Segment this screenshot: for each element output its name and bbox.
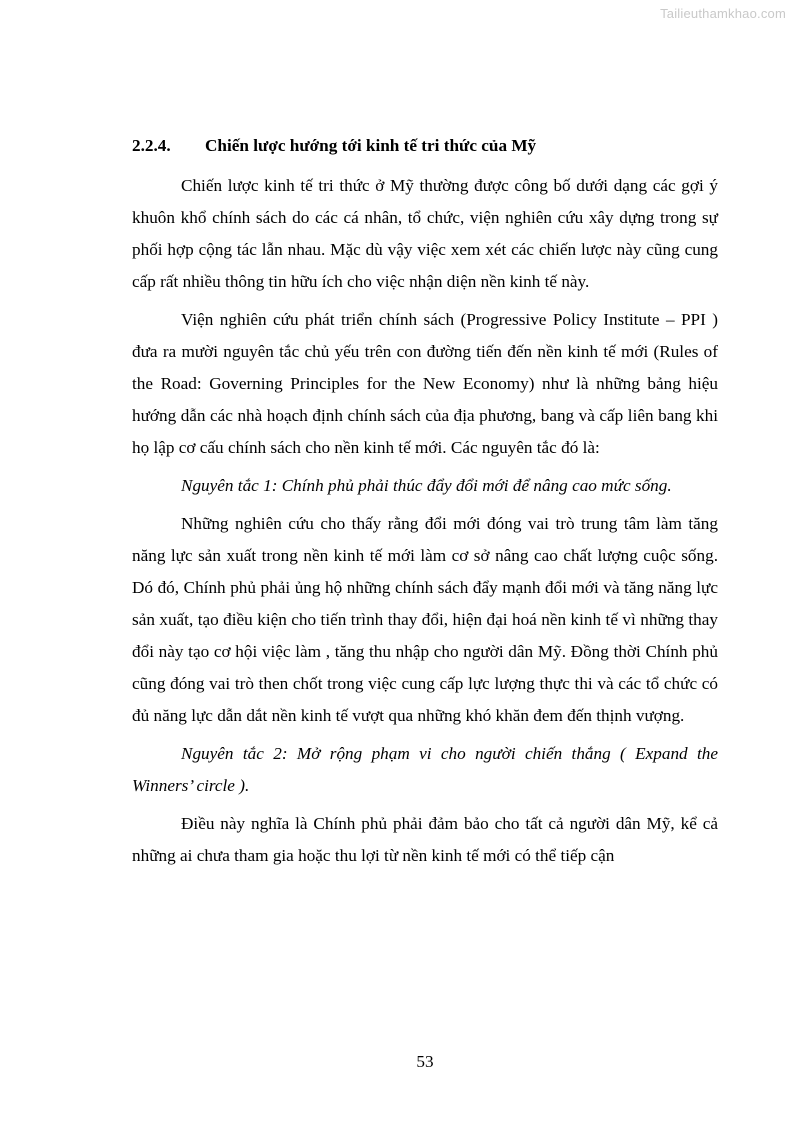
page-number: 53 [416,1052,434,1071]
section-number: 2.2.4. [132,136,171,155]
paragraph-intro: Chiến lược kinh tế tri thức ở Mỹ thường được công bố dưới dạng các gợi ý khuôn khổ chính sách do các cá nhân, tổ chức, viện nghiên cứu xây dựng trong sự phối hợp cộng tác lẫn nhau. Mặc dù vậy việc xem xét các chiến lược này cũng cung cấp rất nhiều thông tin hữu ích cho việc nhận diện nền kinh tế này. [132,176,718,291]
paragraph-ppi: Viện nghiên cứu phát triển chính sách (Progressive Policy Institute – PPI ) đưa ra mười nguyên tắc chủ yếu trên con đường tiến đến nền kinh tế mới (Rules of the Road: Governing Principles for the New Economy) như là những bảng hiệu hướng dẫn các nhà hoạch định chính sách của địa phương, bang và cấp liên bang khi họ lập cơ cấu chính sách cho nền kinh tế mới. Các nguyên tắc đó là: [132,310,718,457]
principle-2-title: Nguyên tắc 2: Mở rộng phạm vi cho người chiến thắng ( Expand the Winners’ circle ). [132,744,718,795]
paragraph-principle-1: Những nghiên cứu cho thấy rằng đổi mới đóng vai trò trung tâm làm tăng năng lực sản xuất trong nền kinh tế mới làm cơ sở nâng cao chất lượng cuộc sống. Dó đó, Chính phủ phải ủng hộ những chính sách đẩy mạnh đổi mới và tăng năng lực sản xuất, tạo điều kiện cho tiến trình thay đổi, hiện đại hoá nền kinh tế vì những thay đổi này tạo cơ hội việc làm , tăng thu nhập cho người dân Mỹ. Đồng thời Chính phủ cũng đóng vai trò then chốt trong việc cung cấp lực lượng thực thi và các tổ chức có đủ năng lực dẫn dắt nền kinh tế vượt qua những khó khăn đem đến thịnh vượng. [132,514,718,725]
page-content [132,130,718,878]
section-heading [132,130,718,162]
principle-1-title: Nguyên tắc 1: Chính phủ phải thúc đẩy đổi mới để nâng cao mức sống. [181,476,672,495]
paragraph-principle-2: Điều này nghĩa là Chính phủ phải đảm bảo cho tất cả người dân Mỹ, kể cả những ai chưa tham gia hoặc thu lợi từ nền kinh tế mới có thể tiếp cận [132,814,718,865]
section-title: Chiến lược hướng tới kinh tế tri thức của Mỹ [205,136,537,155]
watermark: Tailieuthamkhao.com [660,6,786,21]
